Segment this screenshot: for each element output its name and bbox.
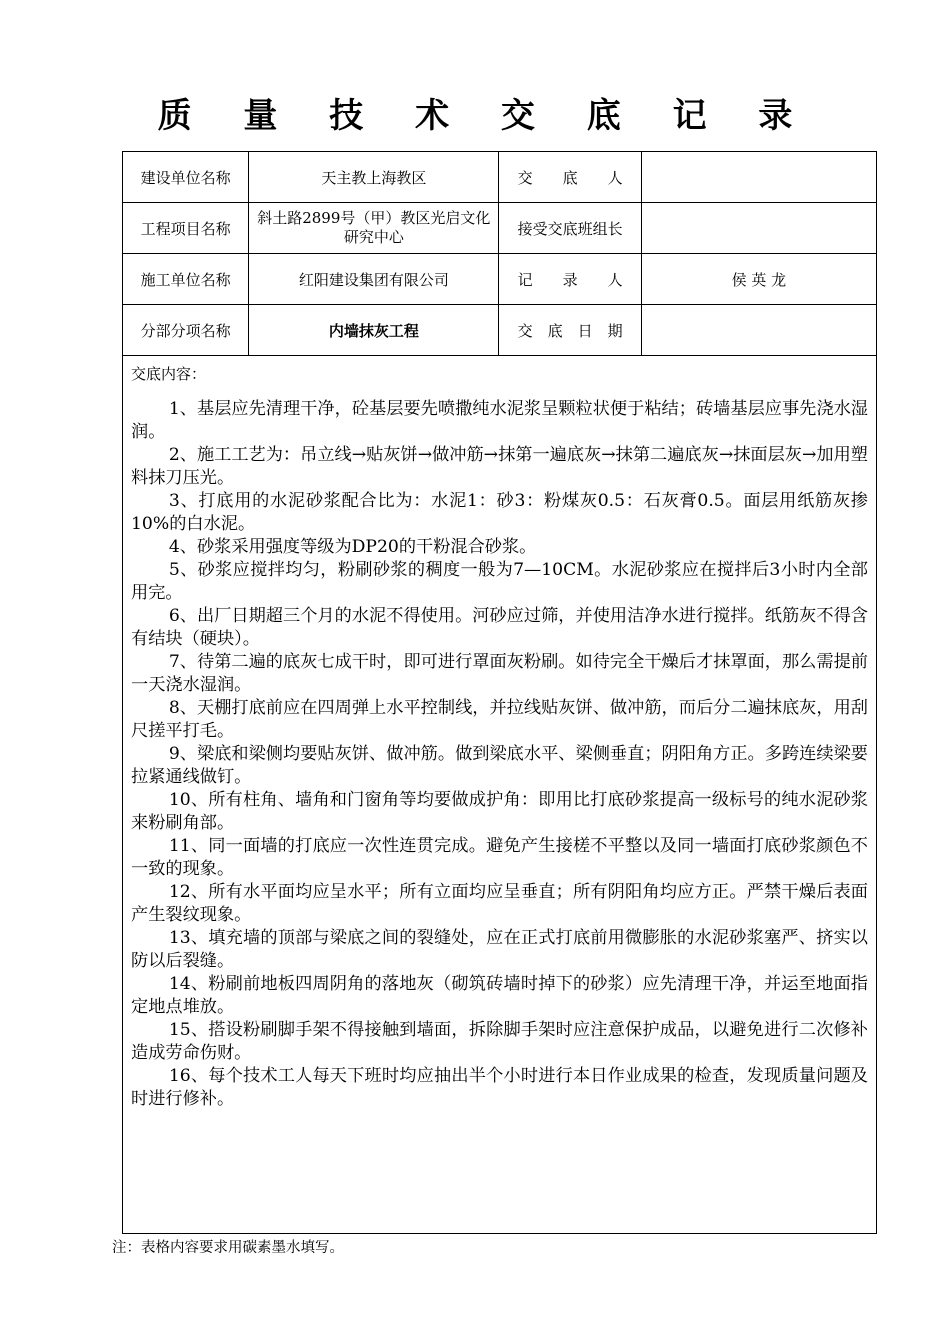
paragraph-11: 11、同一面墙的打底应一次性连贯完成。避免产生接槎不平整以及同一墙面打底砂浆颜色不一致的现象。 [131, 836, 868, 879]
content-label: 交底内容： [131, 365, 207, 383]
paragraph-14: 14、粉刷前地板四周阴角的落地灰（砌筑砖墙时掉下的砂浆）应先清理干净，并运至地面指定地点堆放。 [131, 974, 868, 1017]
value-disclosure-date [641, 305, 876, 356]
label-subproject: 分部分项名称 [123, 305, 249, 356]
paragraph-13: 13、填充墙的顶部与梁底之间的裂缝处，应在正式打底前用微膨胀的水泥砂浆塞严、挤实以防以后裂缝。 [131, 928, 868, 971]
label-recorder: 记 录 人 [499, 254, 641, 305]
paragraph-9: 9、梁底和梁侧均要贴灰饼、做冲筋。做到梁底水平、梁侧垂直；阴阳角方正。多跨连续梁要拉紧通线做钉。 [131, 744, 868, 787]
row-contractor [123, 254, 877, 305]
paragraph-12: 12、所有水平面均应呈水平；所有立面均应呈垂直；所有阴阳角均应方正。严禁干燥后表面产生裂纹现象。 [131, 882, 868, 925]
value-team-leader [641, 203, 876, 254]
label-disclosure-date: 交 底 日 期 [499, 305, 641, 356]
content-cell [123, 356, 877, 1234]
paragraph-4: 4、砂浆采用强度等级为DP20的干粉混合砂浆。 [168, 537, 537, 557]
label-team-leader: 接受交底班组长 [499, 203, 641, 254]
value-discloser [641, 152, 876, 203]
paragraph-6: 6、出厂日期超三个月的水泥不得使用。河砂应过筛，并使用洁净水进行搅拌。纸筋灰不得含有结块（硬块）。 [131, 606, 868, 649]
value-contractor: 红阳建设集团有限公司 [249, 254, 499, 305]
label-contractor: 施工单位名称 [123, 254, 249, 305]
row-subproject [123, 305, 877, 356]
value-project-name: 斜土路2899号（甲）教区光启文化研究中心 [249, 203, 499, 254]
paragraph-1: 1、基层应先清理干净，砼基层要先喷撒纯水泥浆呈颗粒状便于粘结；砖墙基层应事先浇水湿润。 [131, 399, 868, 442]
row-project-name [123, 203, 877, 254]
value-subproject: 内墙抹灰工程 [249, 305, 499, 356]
paragraph-15: 15、搭设粉刷脚手架不得接触到墙面，拆除脚手架时应注意保护成品，以避免进行二次修补造成劳命伤财。 [131, 1020, 868, 1063]
row-construction-unit [123, 152, 877, 203]
footer-note: 注：表格内容要求用碳素墨水填写。 [112, 1240, 344, 1256]
technical-disclosure-table [122, 151, 877, 1234]
value-construction-unit: 天主教上海教区 [249, 152, 499, 203]
value-recorder: 侯 英 龙 [641, 254, 876, 305]
paragraph-8: 8、天棚打底前应在四周弹上水平控制线，并拉线贴灰饼、做冲筋，而后分二遍抹底灰，用刮尺搓平打毛。 [131, 698, 868, 741]
paragraph-10: 10、所有柱角、墙角和门窗角等均要做成护角：即用比打底砂浆提高一级标号的纯水泥砂浆来粉刷角部。 [131, 790, 868, 833]
paragraph-16: 16、每个技术工人每天下班时均应抽出半个小时进行本日作业成果的检查，发现质量问题及时进行修补。 [131, 1066, 868, 1109]
page-title: 质 量 技 术 交 底 记 录 [157, 96, 813, 136]
row-content [123, 356, 877, 1234]
label-discloser: 交 底 人 [499, 152, 641, 203]
paragraph-7: 7、待第二遍的底灰七成干时，即可进行罩面灰粉刷。如待完全干燥后才抹罩面，那么需提前一天浇水湿润。 [131, 652, 868, 695]
label-construction-unit: 建设单位名称 [123, 152, 249, 203]
paragraph-5: 5、砂浆应搅拌均匀，粉刷砂浆的稠度一般为7—10CM。水泥砂浆应在搅拌后3小时内全部用完。 [131, 560, 868, 603]
paragraph-2: 2、施工工艺为：吊立线→贴灰饼→做冲筋→抹第一遍底灰→抹第二遍底灰→抹面层灰→加用塑料抹刀压光。 [131, 445, 868, 488]
paragraph-3: 3、打底用的水泥砂浆配合比为：水泥1：砂3：粉煤灰0.5：石灰膏0.5。面层用纸筋灰掺10%的白水泥。 [131, 491, 868, 534]
label-project-name: 工程项目名称 [123, 203, 249, 254]
